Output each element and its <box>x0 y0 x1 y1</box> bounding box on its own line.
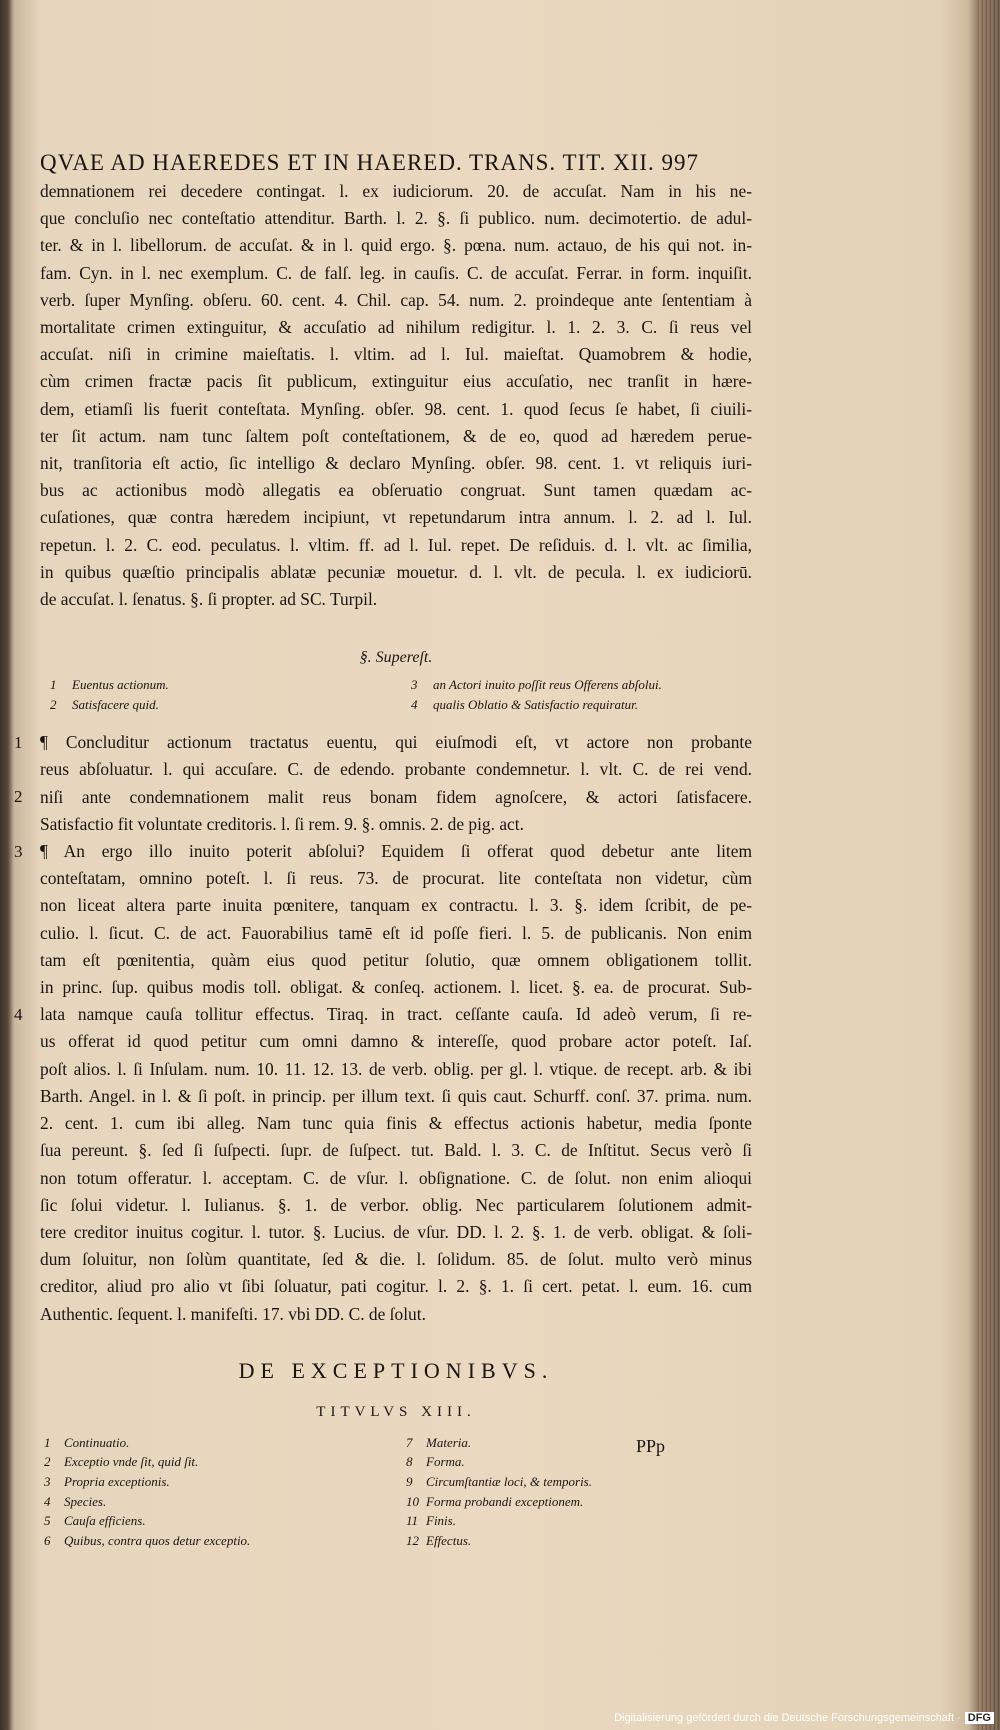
text-line: ¶ Concluditur actionum tractatus euentu, qui eiuſmodi eſt, vt actore non probante <box>40 732 752 753</box>
text-line: accuſat. niſi in crimine maieſtatis. l. vltim. ad l. Iul. maieſtat. Quamobrem & hodie, <box>40 344 752 365</box>
margin-number: 4 <box>14 1005 23 1025</box>
first-paragraph <box>40 178 752 613</box>
toc-item <box>44 1511 390 1531</box>
item-number: 3 <box>44 1473 51 1489</box>
text-line: que concluſio nec conteſtatio attenditur. Barth. l. 2. §. ſi publico. num. decimotertio. de adul- <box>40 208 752 229</box>
summary-item <box>411 675 752 695</box>
chapter-title: DE EXCEPTIONIBVS. <box>238 1357 554 1383</box>
text-line: non liceat altera parte inuita pœnitere, tanquam ex contractu. l. 3. §. idem ſcribit, de pe- <box>40 895 752 916</box>
section-heading: §. Supereſt. <box>359 649 433 667</box>
text-line: ſua pereunt. §. ſed ſi ſuſpecti. ſupr. de ſuſpect. tut. Bald. l. 3. C. de Inſtitut. Secus verò ſi <box>40 1140 752 1161</box>
toc-left-column <box>44 1433 390 1551</box>
text-line: tere creditor inuitus cogitur. l. tutor. §. Lucius. de vſur. DD. l. 2. §. 1. de verb. obligat. & ſoli- <box>40 1221 752 1242</box>
text-line: culio. l. ſicut. C. de act. Fauorabilius tamē eſt id poſſe fieri. l. 5. de publicanis. Non enim <box>40 922 752 943</box>
item-text: Species. <box>64 1493 107 1509</box>
text-line: cuſationes, quæ contra hæredem incipiunt, vt repetundarum intra annum. l. 2. ad l. Iul. <box>40 507 752 528</box>
item-text: Circumſtantiæ loci, & temporis. <box>426 1473 592 1489</box>
item-text: an Actori inuito poſſit reus Offerens abſolui. <box>433 677 662 693</box>
text-line: fam. Cyn. in l. nec exemplum. C. de falſ. leg. in cauſis. C. de accuſat. Ferrar. in form. inquiſit. <box>40 262 752 283</box>
text-line: poſt alios. l. ſi Inſulam. num. 10. 11. 12. 13. de verb. oblig. per gl. l. vtique. de recept. arb. & ibi <box>40 1058 752 1079</box>
text-line: dem, etiamſi lis fuerit conteſtata. Mynſing. obſer. 98. cent. 1. quod ſecus ſe habet, ſi ciuili- <box>40 398 752 419</box>
text-line: ¶ An ergo illo inuito poterit abſolui? Equidem ſi offerat quod debetur ante litem <box>40 841 752 862</box>
dfg-logo: DFG <box>965 1712 994 1724</box>
running-head: QVAE AD HAEREDES ET IN HAERED. TRANS. TIT. XII. 997 <box>40 150 699 175</box>
item-number: 4 <box>44 1493 51 1509</box>
summary-item <box>50 695 391 715</box>
text-line: 2. cent. 1. cum ibi alleg. Nam tunc quia finis & effectus actionis habetur, media ſponte <box>40 1113 752 1134</box>
item-number: 10 <box>406 1493 419 1509</box>
item-text: Materia. <box>426 1434 472 1450</box>
item-number: 2 <box>44 1454 51 1470</box>
toc-item <box>406 1531 752 1551</box>
summary-item <box>411 695 752 715</box>
text-line: in princ. ſup. quibus modis toll. obligat. & conſeq. actionem. l. licet. §. ea. de procurat. Sub- <box>40 977 752 998</box>
text-line: conteſtatam, omnino poteſt. l. ſi reus. 73. de procurat. lite conteſtata non videtur, cùm <box>40 868 752 889</box>
paragraph-2-lines <box>40 838 752 1328</box>
item-number: 3 <box>411 677 418 693</box>
summary-item <box>50 675 391 695</box>
item-number: 4 <box>411 697 418 713</box>
book-page-edges <box>978 0 1000 1730</box>
item-number: 2 <box>50 697 57 713</box>
text-line: non totum offeratur. l. acceptam. C. de vſur. l. obſignatione. C. de ſolut. non enim alioqui <box>40 1167 752 1188</box>
text-line: demnationem rei decedere contingat. l. ex iudiciorum. 20. de accuſat. Nam in his ne- <box>40 181 752 201</box>
paragraph-1-lines <box>40 729 752 838</box>
item-text: Satisfacere quid. <box>72 697 159 713</box>
text-line: verb. ſuper Mynſing. obſeru. 60. cent. 4. Chil. cap. 54. num. 2. proindeque ante ſententiam à <box>40 289 752 310</box>
section-summary <box>50 675 752 715</box>
item-number: 12 <box>406 1532 419 1548</box>
item-text: Propria exceptionis. <box>64 1473 170 1489</box>
text-line: mortalitate crimen extinguitur, & accuſatio ad nihilum redigitur. l. 1. 2. 3. C. ſi reus vel <box>40 317 752 338</box>
item-number: 5 <box>44 1513 51 1529</box>
margin-number: 1 <box>14 733 23 753</box>
toc-item <box>406 1433 752 1453</box>
item-text: Exceptio vnde ſit, quid ſit. <box>64 1454 199 1470</box>
text-line: Authentic. ſequent. l. manifeſti. 17. vbi DD. C. de ſolut. <box>40 1303 426 1324</box>
item-text: Cauſa efficiens. <box>64 1513 146 1529</box>
margin-number: 2 <box>14 787 23 807</box>
text-line: bus ac actionibus modò allegatis ea obſeruatio congruat. Sunt tamen quædam ac- <box>40 480 752 501</box>
toc-item <box>406 1452 752 1472</box>
item-number: 6 <box>44 1532 51 1548</box>
text-line: dum ſoluitur, non ſolùm quantitate, ſed & die. l. ſolidum. 85. de ſolut. multo verò minus <box>40 1249 752 1270</box>
text-line: de accuſat. l. ſenatus. §. ſi propter. ad SC. Turpil. <box>40 589 378 610</box>
item-number: 7 <box>406 1434 413 1450</box>
titulus-heading: TITVLVS XIII. <box>316 1403 476 1420</box>
text-line: nit, tranſitoria eſt actio, ſic intelligo & declaro Mynſing. obſer. 98. cent. 1. vt reliquis iuri- <box>40 453 752 474</box>
margin-number: 3 <box>14 842 23 862</box>
item-text: Continuatio. <box>64 1434 130 1450</box>
text-line: Satisfactio fit voluntate creditoris. l. ſi rem. 9. §. omnis. 2. de pig. act. <box>40 813 524 834</box>
text-line: ter ſit actum. nam tunc ſaltem poſt conteſtationem, & de eo, quod ad hæredem perue- <box>40 425 752 446</box>
text-line: ter. & in l. libellorum. de accuſat. & in l. quid ergo. §. pœna. num. actauo, de his qui not. in- <box>40 235 752 256</box>
text-line: cùm crimen fractæ pacis ſit publicum, extinguitur eius accuſatio, nec tranſit in hære- <box>40 371 752 392</box>
item-text: Quibus, contra quos detur exceptio. <box>64 1532 251 1548</box>
text-line: niſi ante condemnationem malit reus bonam fidem agnoſcere, & actori ſatisfacere. <box>40 786 752 807</box>
item-text: Finis. <box>426 1513 456 1529</box>
item-text: Forma. <box>426 1454 465 1470</box>
item-text: Effectus. <box>426 1532 472 1548</box>
text-line: repetun. l. 2. C. eod. peculatus. l. vltim. ff. ad l. Iul. repet. De reſiduis. d. l. vlt. ac ſimilia, <box>40 534 752 555</box>
text-line: lata namque cauſa tollitur effectus. Tiraq. in tract. ceſſante cauſa. Id adeò verum, ſi re- <box>40 1004 752 1025</box>
toc-item <box>44 1452 390 1472</box>
toc-item <box>44 1531 390 1551</box>
item-text: Euentus actionum. <box>72 677 169 693</box>
text-line: reus abſoluatur. l. qui accuſare. C. de edendo. probante condemnetur. l. vlt. C. de rei vend. <box>40 759 752 780</box>
toc-item <box>406 1492 752 1512</box>
summary-left-column <box>50 675 391 715</box>
footer-text: Digitalisierung gefördert durch die Deutsche Forschungsgemeinschaft · <box>614 1712 961 1724</box>
item-text: qualis Oblatio & Satisfactio requiratur. <box>433 697 639 713</box>
item-number: 9 <box>406 1473 413 1489</box>
text-line: creditor, aliud pro alio vt ſibi ſoluatur, pati cogitur. l. 2. §. 1. ſi cert. petat. l. eum. 16. cum <box>40 1276 752 1297</box>
text-line: us offerat id quod petitur cum omni damno & intereſſe, quod probare actor poteſt. Iaſ. <box>40 1031 752 1052</box>
item-text: Forma probandi exceptionem. <box>426 1493 584 1509</box>
text-line: ſic ſolui videtur. l. Iulianus. §. 1. de verbor. oblig. Nec particularem ſolutionem admit- <box>40 1194 752 1215</box>
item-number: 1 <box>50 677 57 693</box>
paragraph-2 <box>14 838 752 1328</box>
toc-item <box>44 1472 390 1492</box>
page-content <box>14 150 752 1550</box>
toc-item <box>44 1492 390 1512</box>
signature-mark: PPp <box>636 1436 666 1456</box>
toc-item <box>406 1511 752 1531</box>
toc-right-column <box>406 1433 752 1551</box>
text-line: tam eſt pœnitentia, quàm eius quod petitur ſolutio, quæ omnem obligationem tollit. <box>40 949 752 970</box>
toc-item <box>44 1433 390 1453</box>
summary-right-column <box>411 675 752 715</box>
paragraph-1 <box>14 729 752 838</box>
text-line: Barth. Angel. in l. & ſi poſt. in princip. per illum text. ſi quis caut. Schurff. conſ. 37. prima. num. <box>40 1085 752 1106</box>
toc-item <box>406 1472 752 1492</box>
item-number: 11 <box>406 1513 419 1529</box>
item-number: 1 <box>44 1434 51 1450</box>
digitization-footer <box>614 1712 994 1724</box>
text-line: in quibus quæſtio principalis ablatæ pecuniæ mouetur. d. l. vlt. de pecula. l. ex iudiciorū. <box>40 561 752 582</box>
item-number: 8 <box>406 1454 413 1470</box>
